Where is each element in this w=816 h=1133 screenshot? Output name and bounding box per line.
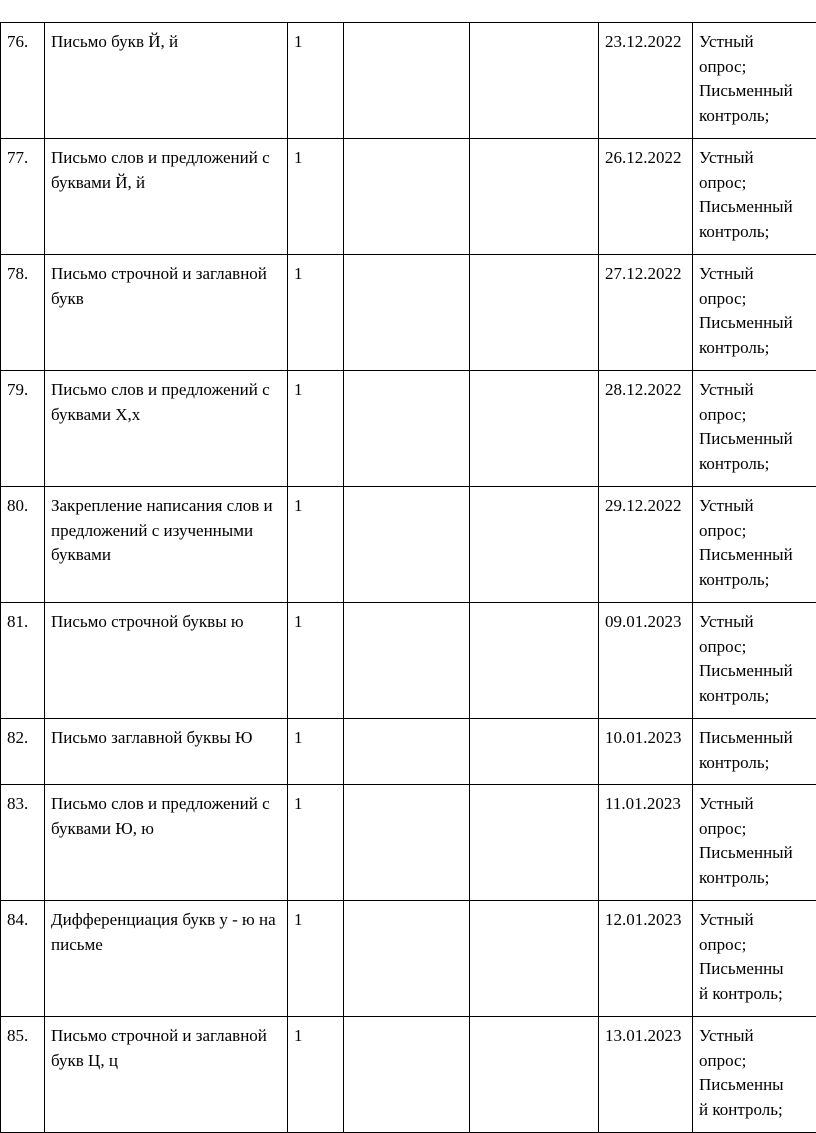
control-form-line: Письменный [699, 427, 811, 452]
empty-cell [344, 23, 470, 139]
hours-cell: 1 [288, 1017, 344, 1133]
empty-cell [470, 719, 599, 785]
lesson-topic-cell: Закрепление написания слов и предложений с изученными буквами [45, 487, 288, 603]
date-cell: 12.01.2023 [599, 901, 693, 1017]
lesson-topic-cell: Письмо строчной и заглавной букв Ц, ц [45, 1017, 288, 1133]
control-form-line: Устный [699, 262, 811, 287]
control-form-line: опрос; [699, 403, 811, 428]
control-form-cell [693, 603, 816, 719]
lesson-topic-cell: Письмо букв Й, й [45, 23, 288, 139]
lesson-topic-cell: Дифференциация букв у - ю на письме [45, 901, 288, 1017]
control-form-line: Письменный [699, 543, 811, 568]
control-form-cell [693, 371, 816, 487]
control-form-cell [693, 255, 816, 371]
control-form-line: Письменный [699, 195, 811, 220]
control-form-line: опрос; [699, 635, 811, 660]
table-row [1, 603, 816, 719]
table-body [1, 23, 816, 1133]
control-form-line: контроль; [699, 220, 811, 245]
table-row [1, 139, 816, 255]
lesson-plan-table [0, 22, 816, 1133]
control-form-line: Письменны [699, 1073, 811, 1098]
control-form-cell [693, 1017, 816, 1133]
control-form-cell [693, 487, 816, 603]
lesson-number-cell: 79. [1, 371, 45, 487]
lesson-topic-cell: Письмо слов и предложений с буквами Ю, ю [45, 785, 288, 901]
hours-cell: 1 [288, 901, 344, 1017]
table-row [1, 255, 816, 371]
date-cell: 27.12.2022 [599, 255, 693, 371]
date-cell: 23.12.2022 [599, 23, 693, 139]
control-form-cell [693, 901, 816, 1017]
lesson-number-cell: 85. [1, 1017, 45, 1133]
hours-cell: 1 [288, 785, 344, 901]
lesson-number-cell: 78. [1, 255, 45, 371]
table-row [1, 719, 816, 785]
control-form-line: Устный [699, 908, 811, 933]
date-cell: 29.12.2022 [599, 487, 693, 603]
lesson-topic-cell: Письмо слов и предложений с буквами Й, й [45, 139, 288, 255]
control-form-line: Устный [699, 30, 811, 55]
empty-cell [344, 487, 470, 603]
lesson-topic-cell: Письмо слов и предложений с буквами Х,х [45, 371, 288, 487]
control-form-line: Устный [699, 146, 811, 171]
control-form-cell [693, 785, 816, 901]
control-form-line: Устный [699, 1024, 811, 1049]
empty-cell [470, 139, 599, 255]
table-row [1, 487, 816, 603]
control-form-line: контроль; [699, 568, 811, 593]
control-form-cell [693, 23, 816, 139]
empty-cell [470, 23, 599, 139]
control-form-line: контроль; [699, 452, 811, 477]
control-form-line: опрос; [699, 519, 811, 544]
hours-cell: 1 [288, 139, 344, 255]
control-form-line: Письменный [699, 726, 811, 751]
empty-cell [470, 371, 599, 487]
date-cell: 13.01.2023 [599, 1017, 693, 1133]
empty-cell [470, 487, 599, 603]
control-form-line: Устный [699, 494, 811, 519]
control-form-line: контроль; [699, 104, 811, 129]
date-cell: 26.12.2022 [599, 139, 693, 255]
control-form-line: Письменный [699, 79, 811, 104]
control-form-line: опрос; [699, 287, 811, 312]
control-form-line: Устный [699, 378, 811, 403]
control-form-cell [693, 719, 816, 785]
control-form-line: опрос; [699, 933, 811, 958]
date-cell: 11.01.2023 [599, 785, 693, 901]
lesson-number-cell: 77. [1, 139, 45, 255]
hours-cell: 1 [288, 603, 344, 719]
empty-cell [344, 1017, 470, 1133]
hours-cell: 1 [288, 371, 344, 487]
empty-cell [470, 255, 599, 371]
lesson-number-cell: 84. [1, 901, 45, 1017]
empty-cell [470, 603, 599, 719]
hours-cell: 1 [288, 487, 344, 603]
lesson-number-cell: 81. [1, 603, 45, 719]
table-row [1, 23, 816, 139]
control-form-line: Письменный [699, 659, 811, 684]
table-row [1, 1017, 816, 1133]
control-form-line: Устный [699, 610, 811, 635]
lesson-number-cell: 80. [1, 487, 45, 603]
date-cell: 10.01.2023 [599, 719, 693, 785]
hours-cell: 1 [288, 719, 344, 785]
empty-cell [344, 785, 470, 901]
control-form-line: контроль; [699, 684, 811, 709]
control-form-line: опрос; [699, 1049, 811, 1074]
table-row [1, 901, 816, 1017]
empty-cell [344, 719, 470, 785]
lesson-number-cell: 76. [1, 23, 45, 139]
empty-cell [344, 603, 470, 719]
control-form-line: Письменны [699, 957, 811, 982]
hours-cell: 1 [288, 23, 344, 139]
lesson-topic-cell: Письмо строчной буквы ю [45, 603, 288, 719]
hours-cell: 1 [288, 255, 344, 371]
date-cell: 09.01.2023 [599, 603, 693, 719]
control-form-line: опрос; [699, 55, 811, 80]
empty-cell [344, 901, 470, 1017]
control-form-line: й контроль; [699, 982, 811, 1007]
table-row [1, 371, 816, 487]
control-form-line: й контроль; [699, 1098, 811, 1123]
empty-cell [470, 1017, 599, 1133]
control-form-cell [693, 139, 816, 255]
empty-cell [344, 371, 470, 487]
empty-cell [344, 139, 470, 255]
control-form-line: контроль; [699, 336, 811, 361]
control-form-line: контроль; [699, 751, 811, 776]
lesson-number-cell: 82. [1, 719, 45, 785]
control-form-line: опрос; [699, 817, 811, 842]
empty-cell [344, 255, 470, 371]
control-form-line: опрос; [699, 171, 811, 196]
empty-cell [470, 785, 599, 901]
table-row [1, 785, 816, 901]
lesson-topic-cell: Письмо заглавной буквы Ю [45, 719, 288, 785]
date-cell: 28.12.2022 [599, 371, 693, 487]
control-form-line: Письменный [699, 311, 811, 336]
lesson-number-cell: 83. [1, 785, 45, 901]
empty-cell [470, 901, 599, 1017]
control-form-line: Письменный [699, 841, 811, 866]
lesson-topic-cell: Письмо строчной и заглавной букв [45, 255, 288, 371]
control-form-line: Устный [699, 792, 811, 817]
control-form-line: контроль; [699, 866, 811, 891]
